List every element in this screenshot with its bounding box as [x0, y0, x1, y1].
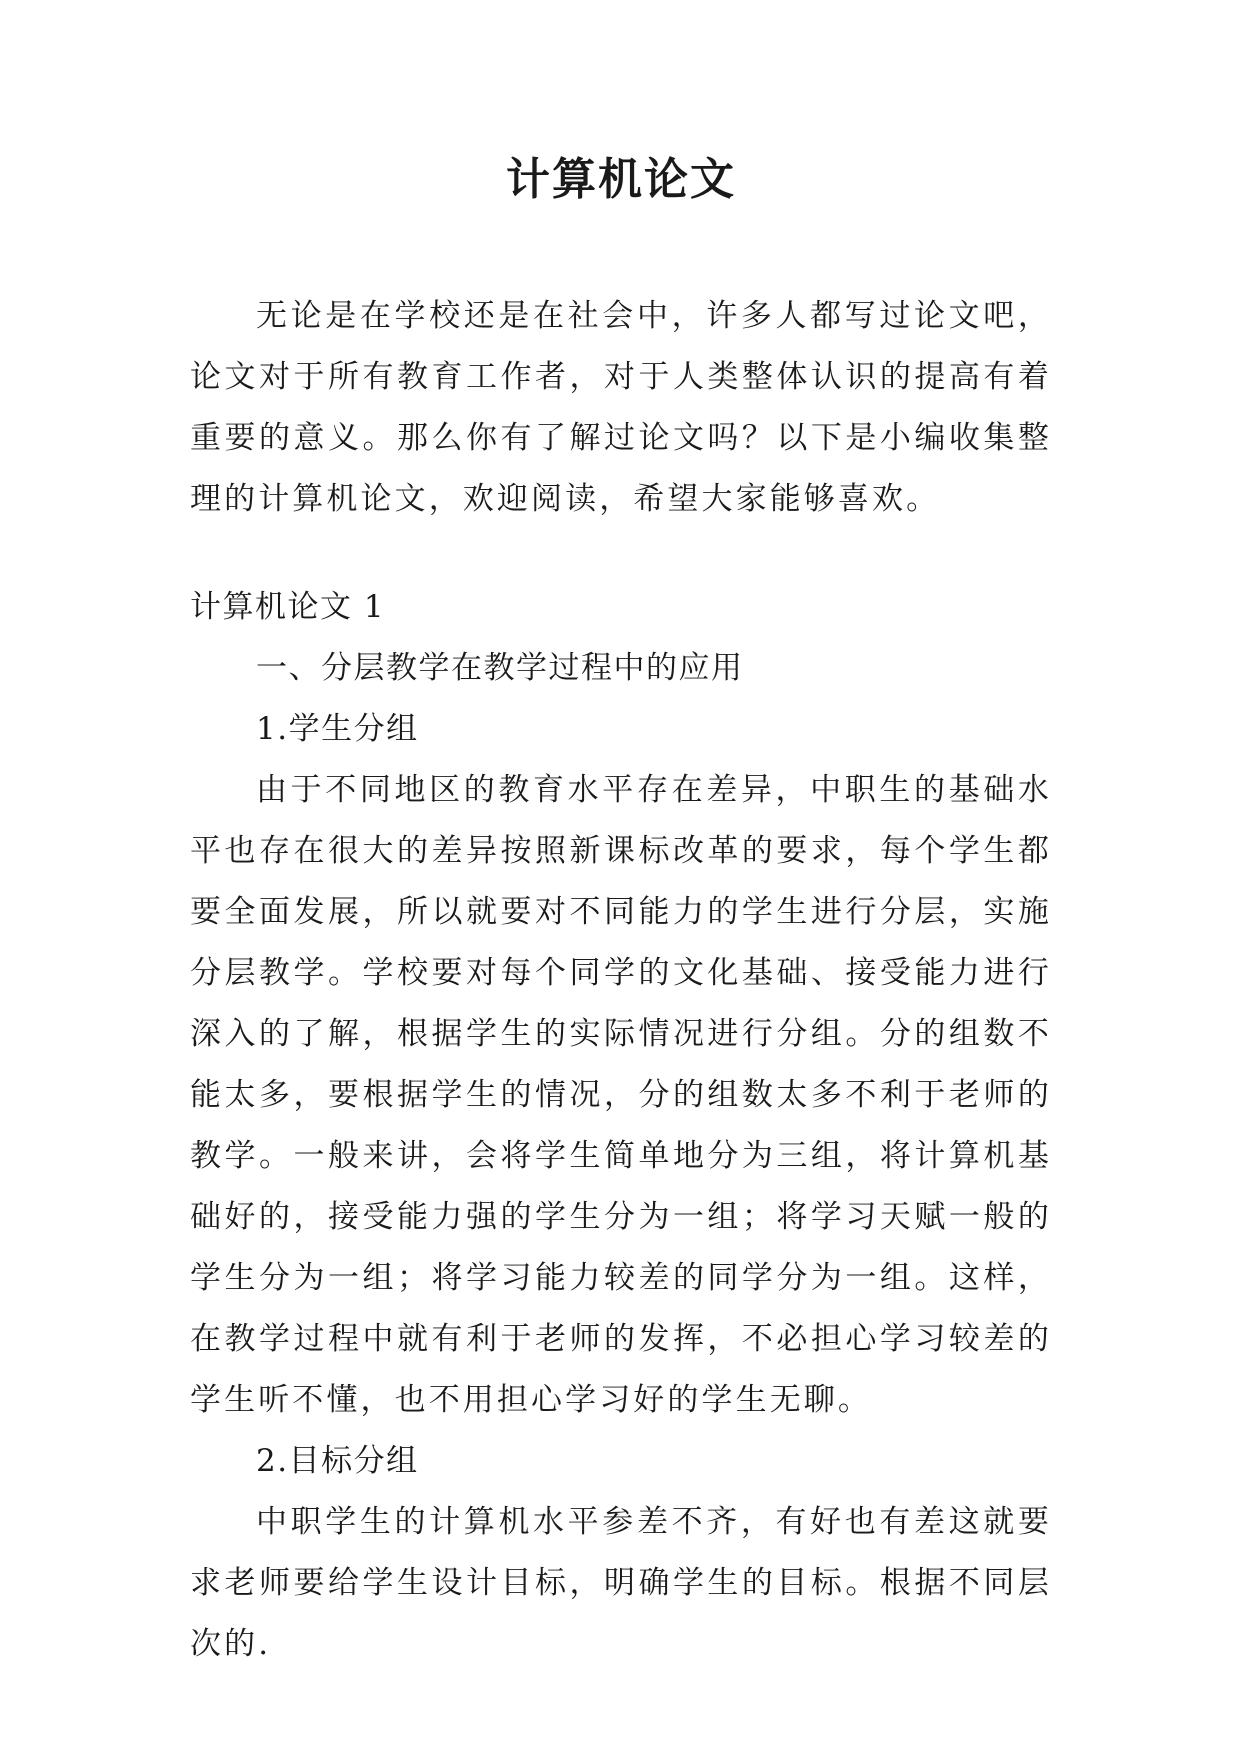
intro-block	[190, 286, 1052, 530]
item2-paragraph: 中职学生的计算机水平参差不齐，有好也有差这就要求老师要给学生设计目标，明确学生的目标。根据不同层次的.	[190, 1504, 1052, 1662]
intro-paragraph: 无论是在学校还是在社会中，许多人都写过论文吧，论文对于所有教育工作者，对于人类整体认识的提高有着重要的意义。那么你有了解过论文吗？以下是小编收集整理的计算机论文，欢迎阅读，希望大家能够喜欢。	[190, 298, 1052, 517]
document-title: 计算机论文	[506, 154, 736, 205]
item1-heading: 1.学生分组	[256, 711, 419, 747]
part-heading: 一、分层教学在教学过程中的应用	[256, 650, 744, 686]
item1-paragraph: 由于不同地区的教育水平存在差异，中职生的基础水平也存在很大的差异按照新课标改革的要求，每个学生都要全面发展，所以就要对不同能力的学生进行分层，实施分层教学。学校要对每个同学的文化基础、接受能力进行深入的了解，根据学生的实际情况进行分组。分的组数不能太多，要根据学生的情况，分的组数太多不利于老师的教学。一般来讲，会将学生简单地分为三组，将计算机基础好的，接受能力强的学生分为一组；将学习天赋一般的学生分为一组；将学习能力较差的同学分为一组。这样，在教学过程中就有利于老师的发挥，不必担心学习较差的学生听不懂，也不用担心学习好的学生无聊。	[190, 772, 1052, 1418]
section-heading: 计算机论文 1	[190, 589, 386, 625]
item2-heading: 2.目标分组	[256, 1443, 419, 1479]
section-block	[190, 577, 1052, 1675]
